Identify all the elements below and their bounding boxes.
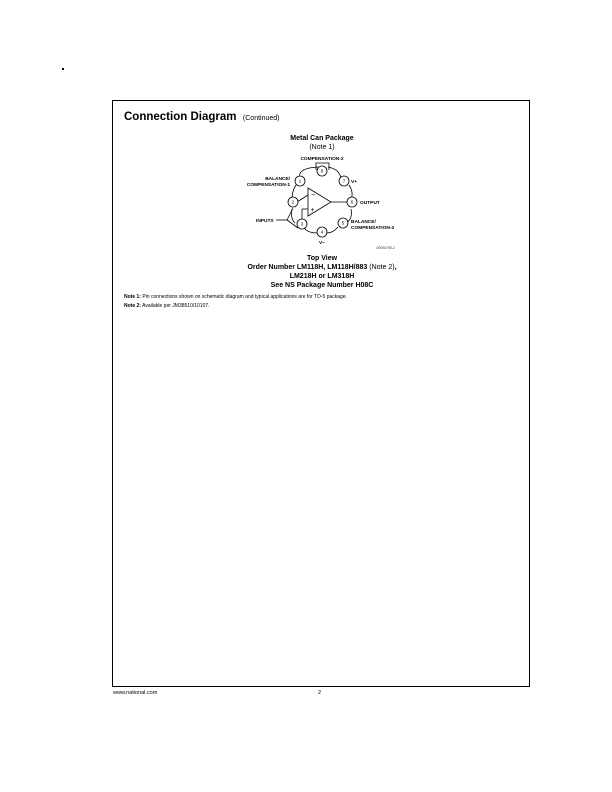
label-compensation-3: COMPENSATION-3 — [351, 226, 395, 231]
note-item — [124, 302, 347, 311]
pin-number: 1 — [298, 178, 302, 184]
pin-number: 2 — [291, 199, 295, 205]
note-item — [124, 293, 347, 302]
order-line-1 — [113, 263, 531, 272]
package-heading — [113, 134, 531, 152]
order-note: (Note 2) — [369, 264, 395, 271]
diagram-caption — [113, 254, 531, 290]
note-text: Available per JM38510/10107. — [142, 303, 210, 309]
noninverting-input-sign: + — [310, 207, 315, 214]
pin-number: 6 — [350, 199, 354, 205]
label-vplus: V+ — [351, 180, 358, 185]
label-balance-3: BALANCE/ — [351, 220, 376, 225]
pin-number: 5 — [341, 220, 345, 226]
content-frame — [112, 100, 530, 687]
view-label: Top View — [306, 255, 338, 262]
footer-website: www.national.com — [113, 690, 158, 696]
pin-number: 3 — [300, 221, 304, 227]
label-compensation-1: COMPENSATION-1 — [246, 183, 290, 188]
section-title-text: Connection Diagram — [124, 111, 237, 123]
inverting-input-sign: − — [311, 192, 316, 199]
pin-number: 8 — [320, 168, 324, 174]
package-name: Metal Can Package — [290, 135, 354, 142]
section-title — [124, 107, 280, 125]
note-text: Pin connections shown on schematic diagram and typical applications are for TO-5 package. — [142, 294, 347, 300]
section-title-suffix: (Continued) — [242, 115, 280, 122]
stray-mark — [62, 68, 64, 70]
notes — [124, 293, 347, 311]
label-inputs: INPUTS — [256, 219, 274, 224]
figure-id: 00000750-2 — [376, 246, 395, 250]
order-separator: , — [394, 264, 397, 271]
footer-page-number: 2 — [318, 690, 322, 696]
label-compensation-2: COMPENSATION-2 — [300, 157, 344, 162]
package-number: See NS Package Number H08C — [270, 282, 374, 289]
connection-diagram — [243, 153, 403, 253]
note-label: Note 1: — [124, 294, 141, 300]
order-number: Order Number LM118H, LM118H/883 — [247, 264, 368, 271]
label-output: OUTPUT — [360, 201, 380, 206]
order-line-2: LM218H or LM318H — [289, 273, 355, 280]
note-label: Note 2: — [124, 303, 141, 309]
package-note: (Note 1) — [309, 144, 335, 151]
label-vminus: V− — [318, 241, 326, 246]
pin-number: 4 — [320, 229, 324, 235]
label-balance-1: BALANCE/ — [265, 177, 290, 182]
pin-number: 7 — [342, 178, 346, 184]
